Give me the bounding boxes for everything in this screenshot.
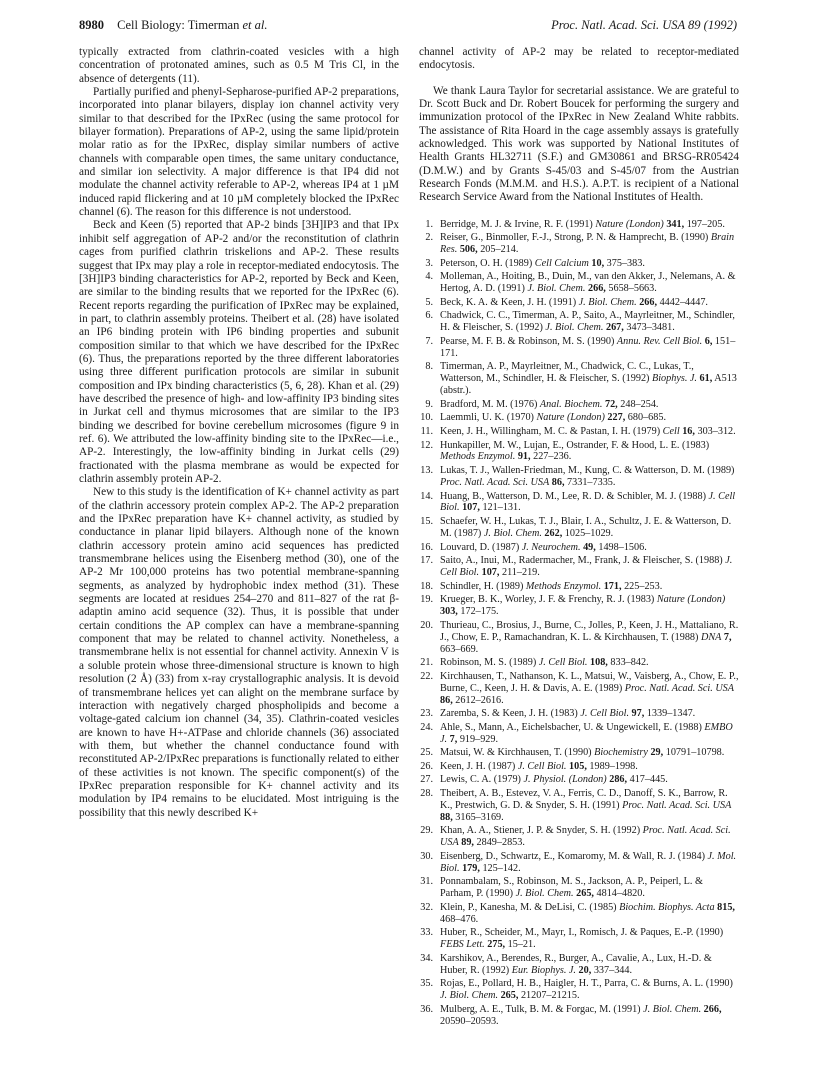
reference-authors: Lukas, T. J., Wallen-Friedman, M., Kung, C. & Watterson, D. M. (1989) (440, 465, 735, 477)
reference-journal: EMBO J. (440, 721, 733, 745)
reference-pages: 337–344. (593, 964, 633, 976)
reference-item (419, 361, 739, 397)
reference-pages: 3165–3169. (455, 811, 504, 823)
reference-number: 10. (420, 412, 433, 424)
reference-authors: Eisenberg, D., Schwartz, E., Komaromy, M. & Wall, R. J. (1984) (440, 850, 705, 862)
reference-pages: 1339–1347. (646, 708, 696, 720)
reference-journal: Biochim. Biophys. Acta (619, 901, 715, 913)
reference-item (419, 761, 739, 773)
reference-authors: Molleman, A., Hoiting, B., Duin, M., van den Akker, J., Nelemans, A. & Hertog, A. D. (1991) (440, 271, 736, 295)
reference-item (419, 788, 739, 824)
reference-number: 11. (420, 425, 433, 437)
reference-pages: 21207–21215. (520, 990, 580, 1002)
reference-volume: 266, (703, 1003, 722, 1015)
reference-number: 22. (420, 670, 433, 682)
reference-journal: Brain Res. (440, 232, 735, 256)
reference-authors: Saito, A., Inui, M., Radermacher, M., Frank, J. & Fleischer, S. (1988) (440, 555, 723, 567)
reference-item (419, 271, 739, 295)
reference-journal: J. Biol. Chem. (578, 296, 637, 308)
reference-volume: 265, (576, 888, 594, 900)
reference-number: 24. (420, 721, 433, 733)
reference-item (419, 851, 739, 875)
reference-number: 21. (420, 657, 433, 669)
reference-pages: 248–254. (620, 398, 659, 410)
reference-volume: 266, (588, 283, 606, 295)
reference-volume: 265, (500, 990, 519, 1002)
reference-pages: 1025–1029. (564, 527, 614, 539)
reference-journal: FEBS Lett. (440, 939, 485, 951)
reference-number: 17. (420, 555, 433, 567)
reference-number: 27. (420, 774, 433, 786)
reference-journal: J. Cell Biol. (440, 555, 733, 579)
reference-volume: 267, (605, 322, 624, 334)
reference-authors: Bradford, M. M. (1976) (440, 398, 538, 410)
reference-journal: Cell Calcium (534, 257, 589, 269)
reference-item (419, 232, 739, 256)
reference-item (419, 426, 739, 438)
reference-journal: J. Biol. Chem. (545, 322, 604, 334)
reference-number: 15. (420, 516, 433, 528)
reference-volume: 10, (591, 257, 605, 269)
left-column (79, 46, 399, 820)
reference-authors: Beck, K. A. & Keen, J. H. (1991) (440, 296, 577, 308)
reference-item (419, 310, 739, 334)
reference-pages: 680–685. (627, 412, 666, 424)
reference-item (419, 1004, 739, 1028)
reference-volume: 227, (607, 412, 626, 424)
reference-item (419, 657, 739, 669)
reference-volume: 171, (603, 580, 622, 592)
reference-number: 28. (420, 787, 433, 799)
reference-volume: 303, (440, 606, 458, 618)
reference-number: 29. (420, 825, 433, 837)
reference-pages: 151–171. (440, 335, 736, 359)
reference-pages: 5658–5663. (608, 283, 657, 295)
reference-authors: Thurieau, C., Brosius, J., Burne, C., Jolles, P., Keen, J. H., Mattaliano, R. J., Chow, E. P., Ramachandran, K. L. & Kirchhausen, T. (1988) (440, 619, 739, 643)
reference-pages: 2849–2853. (476, 837, 525, 849)
reference-authors: Rojas, E., Pollard, H. B., Haigler, H. T., Parra, C. & Burns, A. L. (1990) (440, 978, 733, 990)
reference-journal: J. Neurochem. (521, 541, 581, 553)
reference-number: 31. (420, 876, 433, 888)
reference-number: 18. (420, 580, 433, 592)
reference-pages: 4442–4447. (659, 296, 708, 308)
reference-volume: 105, (569, 760, 587, 772)
reference-number: 13. (420, 465, 433, 477)
reference-volume: 6, (704, 335, 713, 347)
reference-volume: 7, (723, 631, 732, 643)
reference-authors: Theibert, A. B., Estevez, V. A., Ferris, C. D., Danoff, S. K., Barrow, R. K., Prestwich, G. D. & Snyder, S. H. (1991) (440, 787, 728, 811)
reference-volume: 108, (590, 657, 608, 669)
reference-journal: J. Biol. Chem. (643, 1003, 702, 1015)
reference-authors: Huang, B., Watterson, D. M., Lee, R. D. & Schibler, M. J. (1988) (440, 490, 706, 502)
page-number: 8980 (79, 18, 104, 32)
reference-volume: 815, (717, 901, 735, 913)
page-header (79, 18, 737, 34)
reference-journal: J. Biol. Chem. (527, 283, 586, 295)
reference-volume: 262, (544, 527, 563, 539)
reference-volume: 20, (578, 964, 592, 976)
reference-journal: J. Physiol. (London) (523, 774, 607, 786)
reference-pages: 2612–2616. (455, 694, 504, 706)
reference-number: 6. (425, 310, 433, 322)
reference-authors: Mulberg, A. E., Tulk, B. M. & Forgac, M. (1991) (440, 1003, 641, 1015)
reference-pages: 205–214. (480, 244, 519, 256)
reference-item (419, 876, 739, 900)
reference-authors: Zaremba, S. & Keen, J. H. (1983) (440, 708, 578, 720)
reference-journal: Annu. Rev. Cell Biol. (616, 335, 703, 347)
reference-item (419, 542, 739, 554)
reference-journal: Eur. Biophys. J. (511, 964, 576, 976)
reference-item (419, 258, 739, 270)
paragraph: Beck and Keen (5) reported that AP-2 binds [3H]IP3 and that IPx inhibit self aggregation of AP-2 and/or the reconstitution of clathrin cages from purified clathrin triskelions and AP-2. These results suggest that IPx may play a role in receptor-mediated endocytosis. The [3H]IP3 binding characteristics for AP-2, reported by Beck and Keen, are similar to the binding results that we reported for the IPxRec (6). Recent reports regarding the purification of IPxRec may be explained, in part, to clathrin assembly proteins. Theibert et al. (28) have isolated an IP6 binding protein with IP6 binding properties and subunit composition similar to that which we have described for the IPxRec (6). Thus, the preparations reported by the three different laboratories using three different purification protocols are similar in subunit composition and IPx binding characteristics (5, 6, 28). Khan et al. (29) have described the presence of high- and low-affinity IP3 binding sites in Jurkat cell and thymus microsomes that are similar to the IP3 binding we described for bovine cerebellum microsomes (figure 9 in ref. 6). We attributed the low-affinity binding site to the IPxRec—i.e., AP-2. Interestingly, the low-affinity binding in Jurkat cells (29) fractionated with the plasma membrane as would be expected for clathrin assembly protein AP-2. (79, 219, 399, 485)
reference-item (419, 297, 739, 309)
header-left (79, 18, 268, 33)
reference-authors: Hunkapiller, M. W., Lujan, E., Ostrander, F. & Hood, L. E. (1983) (440, 439, 710, 451)
reference-authors: Klein, P., Kanesha, M. & DeLisi, C. (1985) (440, 901, 617, 913)
reference-volume: 97, (631, 708, 645, 720)
reference-volume: 107, (481, 567, 500, 579)
reference-number: 25. (420, 747, 433, 759)
reference-number: 5. (425, 296, 433, 308)
reference-authors: Huber, R., Scheider, M., Mayr, I., Romisch, J. & Paques, E.-P. (1990) (440, 927, 724, 939)
reference-volume: 89, (461, 837, 474, 849)
reference-item (419, 747, 739, 759)
reference-item (419, 953, 739, 977)
reference-pages: 663–669. (440, 643, 479, 655)
reference-volume: 61, (699, 373, 713, 385)
reference-authors: Timerman, A. P., Mayrleitner, M., Chadwick, C. C., Lukas, T., Watterson, M., Schindler, H. & Fleischer, S. (1992) (440, 361, 694, 385)
reference-number: 30. (420, 850, 433, 862)
reference-journal: Methods Enzymol. (440, 451, 516, 463)
reference-pages: 20590–20593. (440, 1015, 499, 1027)
reference-item (419, 671, 739, 707)
reference-journal: J. Biol. Chem. (515, 888, 574, 900)
reference-item (419, 902, 739, 926)
reference-journal: Proc. Natl. Acad. Sci. USA (624, 682, 734, 694)
reference-number: 1. (425, 218, 433, 230)
reference-volume: 72, (604, 398, 618, 410)
reference-volume: 341, (666, 218, 685, 230)
reference-authors: Lewis, C. A. (1979) (440, 774, 521, 786)
reference-pages: A513 (abstr.). (440, 373, 737, 397)
reference-authors: Laemmli, U. K. (1970) (440, 412, 534, 424)
reference-journal: Proc. Natl. Acad. Sci. USA (440, 825, 731, 849)
reference-volume: 286, (609, 774, 628, 786)
reference-volume: 29, (650, 747, 664, 759)
reference-item (419, 825, 739, 849)
reference-volume: 49, (583, 541, 596, 553)
reference-pages: 7331–7335. (567, 476, 616, 488)
reference-number: 7. (425, 335, 433, 347)
reference-journal: Biophys. J. (652, 373, 697, 385)
reference-pages: 15–21. (507, 939, 536, 951)
reference-item (419, 336, 739, 360)
reference-item (419, 399, 739, 411)
reference-authors: Krueger, B. K., Worley, J. F. & Frenchy, R. J. (1983) (440, 594, 655, 606)
reference-item (419, 516, 739, 540)
right-column (419, 46, 739, 1029)
reference-authors: Reiser, G., Binmoller, F.-J., Strong, P. N. & Hamprecht, B. (1990) (440, 232, 709, 244)
reference-item (419, 620, 739, 656)
reference-authors: Peterson, O. H. (1989) (440, 257, 533, 269)
reference-journal: Proc. Natl. Acad. Sci. USA (440, 476, 550, 488)
reference-item (419, 708, 739, 720)
reference-authors: Louvard, D. (1987) (440, 541, 520, 553)
reference-journal: Cell (662, 425, 680, 437)
reference-pages: 3473–3481. (626, 322, 675, 334)
reference-journal: J. Cell Biol. (517, 760, 567, 772)
reference-list (419, 219, 739, 1028)
reference-authors: Ponnambalam, S., Robinson, M. S., Jackson, A. P., Peiperl, L. & Parham, P. (1990) (440, 876, 703, 900)
reference-journal: Nature (London) (656, 594, 726, 606)
journal-citation: Proc. Natl. Acad. Sci. USA 89 (1992) (551, 18, 737, 32)
reference-item (419, 594, 739, 618)
header-et-al: et al. (242, 18, 268, 32)
reference-number: 2. (425, 232, 433, 244)
reference-pages: 211–219. (501, 567, 540, 579)
reference-journal: J. Cell Biol. (440, 490, 736, 514)
reference-volume: 91, (517, 451, 531, 463)
reference-pages: 4814–4820. (596, 888, 645, 900)
reference-authors: Chadwick, C. C., Timerman, A. P., Saito, A., Mayrleitner, M., Schindler, H. & Fleischer, S. (1992) (440, 310, 735, 334)
reference-journal: Nature (London) (595, 218, 664, 230)
reference-journal: Proc. Natl. Acad. Sci. USA (622, 799, 732, 811)
reference-authors: Karshikov, A., Berendes, R., Burger, A., Cavalie, A., Lux, H.-D. & Huber, R. (1992) (440, 952, 712, 976)
reference-volume: 86, (440, 694, 453, 706)
reference-pages: 125–142. (482, 862, 521, 874)
reference-authors: Robinson, M. S. (1989) (440, 657, 537, 669)
reference-volume: 506, (459, 244, 478, 256)
reference-volume: 107, (462, 502, 480, 514)
reference-authors: Keen, J. H., Willingham, M. C. & Pastan, I. H. (1979) (440, 425, 661, 437)
header-section: Cell Biology: Timerman (117, 18, 240, 32)
reference-volume: 275, (487, 939, 506, 951)
reference-pages: 375–383. (606, 257, 645, 269)
reference-authors: Matsui, W. & Kirchhausen, T. (1990) (440, 747, 592, 759)
reference-number: 34. (420, 952, 433, 964)
reference-pages: 417–445. (629, 774, 668, 786)
reference-number: 35. (420, 978, 433, 990)
paragraph: typically extracted from clathrin-coated vesicles with a high concentration of protonated amines, such as 0.5 M Tris Cl, in the absence of detergents (11). (79, 46, 399, 85)
reference-pages: 1989–1998. (589, 760, 638, 772)
reference-item (419, 927, 739, 951)
reference-pages: 10791–10798. (665, 747, 725, 759)
reference-number: 32. (420, 901, 433, 913)
reference-journal: Nature (London) (536, 412, 605, 424)
reference-number: 12. (420, 439, 433, 451)
reference-number: 36. (420, 1003, 433, 1015)
reference-number: 20. (420, 619, 433, 631)
reference-pages: 197–205. (686, 218, 725, 230)
reference-authors: Berridge, M. J. & Irvine, R. F. (1991) (440, 218, 593, 230)
reference-volume: 88, (440, 811, 453, 823)
reference-item (419, 491, 739, 515)
reference-authors: Kirchhausen, T., Nathanson, K. L., Matsui, W., Vaisberg, A., Chow, E. P., Burne, C., Keen, J. H. & Davis, A. E. (1989) (440, 670, 739, 694)
reference-authors: Pearse, M. F. B. & Robinson, M. S. (1990) (440, 335, 615, 347)
reference-pages: 1498–1506. (598, 541, 647, 553)
reference-pages: 919–929. (459, 733, 499, 745)
reference-journal: J. Biol. Chem. (483, 527, 542, 539)
reference-number: 3. (425, 257, 433, 269)
paragraph: Partially purified and phenyl-Sepharose-purified AP-2 preparations, incorporated into planar bilayers, display ion channel activity very similar to that described for the IPxRec (using the same protocol for bilayer formation). Preparations of AP-2, using the same lipid/protein molar ratio as for the IPxRec, display similar numbers of active channels with comparable open times, the same unitary conductance, and similar ion selectivity. A major difference is that IP4 did not modulate the channel activity referable to AP-2, whereas IP4 at 1 µM induced rapid flickering and at 10 µM completely blocked the IPxRec channel (6). The reason for this difference is not understood. (79, 86, 399, 219)
reference-number: 19. (420, 594, 433, 606)
acknowledgments: We thank Laura Taylor for secretarial assistance. We are grateful to Dr. Scott Buck and Dr. Robert Boucek for performing the surgery and immunization protocol of the IPxRec in New Zealand White rabbits. The assistance of Rita Hoard in the cage assembly assays is gratefully acknowledged. This work was supported by National Institutes of Health Grants HL32711 (S.F.) and GM30861 and BRSG-RR05424 (D.M.W.) and by Grants S-45/03 and S-45/07 from the Austrian Research Fonds (M.M.M. and H.S.). A.P.T. is recipient of a National Research Service Award from the National Institutes of Health. (419, 84, 739, 204)
reference-authors: Khan, A. A., Stiener, J. P. & Snyder, S. H. (1992) (440, 825, 641, 837)
reference-pages: 121–131. (482, 502, 521, 514)
reference-journal: Anal. Biochem. (539, 398, 603, 410)
reference-number: 9. (425, 398, 433, 410)
reference-journal: J. Cell Biol. (580, 708, 629, 720)
reference-journal: Biochemistry (594, 747, 648, 759)
reference-pages: 833–842. (610, 657, 649, 669)
reference-pages: 225–253. (624, 580, 663, 592)
reference-journal: J. Cell Biol. (538, 657, 588, 669)
reference-volume: 7, (449, 733, 458, 745)
reference-item (419, 978, 739, 1002)
reference-journal: J. Biol. Chem. (440, 990, 499, 1002)
reference-item (419, 412, 739, 424)
reference-volume: 86, (551, 476, 565, 488)
reference-number: 33. (420, 927, 433, 939)
reference-number: 4. (425, 271, 433, 283)
reference-authors: Ahle, S., Mann, A., Eichelsbacher, U. & Ungewickell, E. (1988) (440, 721, 702, 733)
reference-volume: 179, (462, 862, 480, 874)
reference-number: 26. (420, 760, 433, 772)
reference-authors: Keen, J. H. (1987) (440, 760, 516, 772)
reference-pages: 468–476. (440, 913, 479, 925)
reference-item (419, 465, 739, 489)
reference-journal: Methods Enzymol. (525, 580, 602, 592)
reference-number: 8. (425, 361, 433, 373)
reference-pages: 303–312. (697, 425, 736, 437)
reference-volume: 16, (682, 425, 695, 437)
reference-item (419, 219, 739, 231)
reference-number: 14. (420, 490, 433, 502)
reference-journal: J. Mol. Biol. (440, 850, 737, 874)
reference-item (419, 555, 739, 579)
reference-item (419, 722, 739, 746)
reference-journal: DNA (700, 631, 722, 643)
reference-authors: Schindler, H. (1989) (440, 580, 524, 592)
reference-volume: 266, (639, 296, 658, 308)
reference-item (419, 774, 739, 786)
reference-authors: Schaefer, W. H., Lukas, T. J., Blair, I. A., Schultz, J. E. & Watterson, D. M. (1987) (440, 516, 732, 539)
paragraph: channel activity of AP-2 may be related to receptor-mediated endocytosis. (419, 46, 739, 72)
paragraph: New to this study is the identification of K+ channel activity as part of the clathrin accessory protein complex AP-2. The AP-2 preparation and the IPxRec preparation have K+ channel activity, as studied by conductance in planar lipid bilayers. Although none of the known clathrin accessory protein amino acid sequences has predicted transmembrane helices using the Eisenberg method (30), one of the AP-2 Mr 100,000 proteins has two potential membrane-spanning segments, as analyzed by hydrophobic index method (31). These segments are located at residues 254–270 and 811–827 of the rat β-adaptin amino acid sequence (32). Thus, it is possible that under certain conditions the AP complex can have a membrane-spanning component that may be related to channel activity. Nonetheless, a transmembrane helix is not essential for channel activity. Annexin V is a soluble protein whose three-dimensional structure is known to high resolution (2 Å) (33) from x-ray crystallographic analysis. It is devoid of transmembrane helices yet can alight on the membrane surface by interaction with negatively charged phospholipids and become a voltage-gated calcium ion channel (34, 35). Clathrin-coated vesicles are known to have H+-ATPase and chloride channels (36) associated with them, but whether the channel conductance found with reconstituted AP-2/IPxRec preparations is functionally related to either of these activities is not known. The specific component(s) of the IPxRec preparation responsible for K+ channel activity and its modulation by IP4 remains to be elucidated. Most intriguing is the possibility that this newly described K+ (79, 486, 399, 819)
reference-pages: 172–175. (460, 606, 499, 618)
reference-number: 16. (420, 541, 433, 553)
reference-item (419, 581, 739, 593)
reference-pages: 227–236. (533, 451, 572, 463)
reference-number: 23. (420, 708, 433, 720)
reference-item (419, 440, 739, 464)
